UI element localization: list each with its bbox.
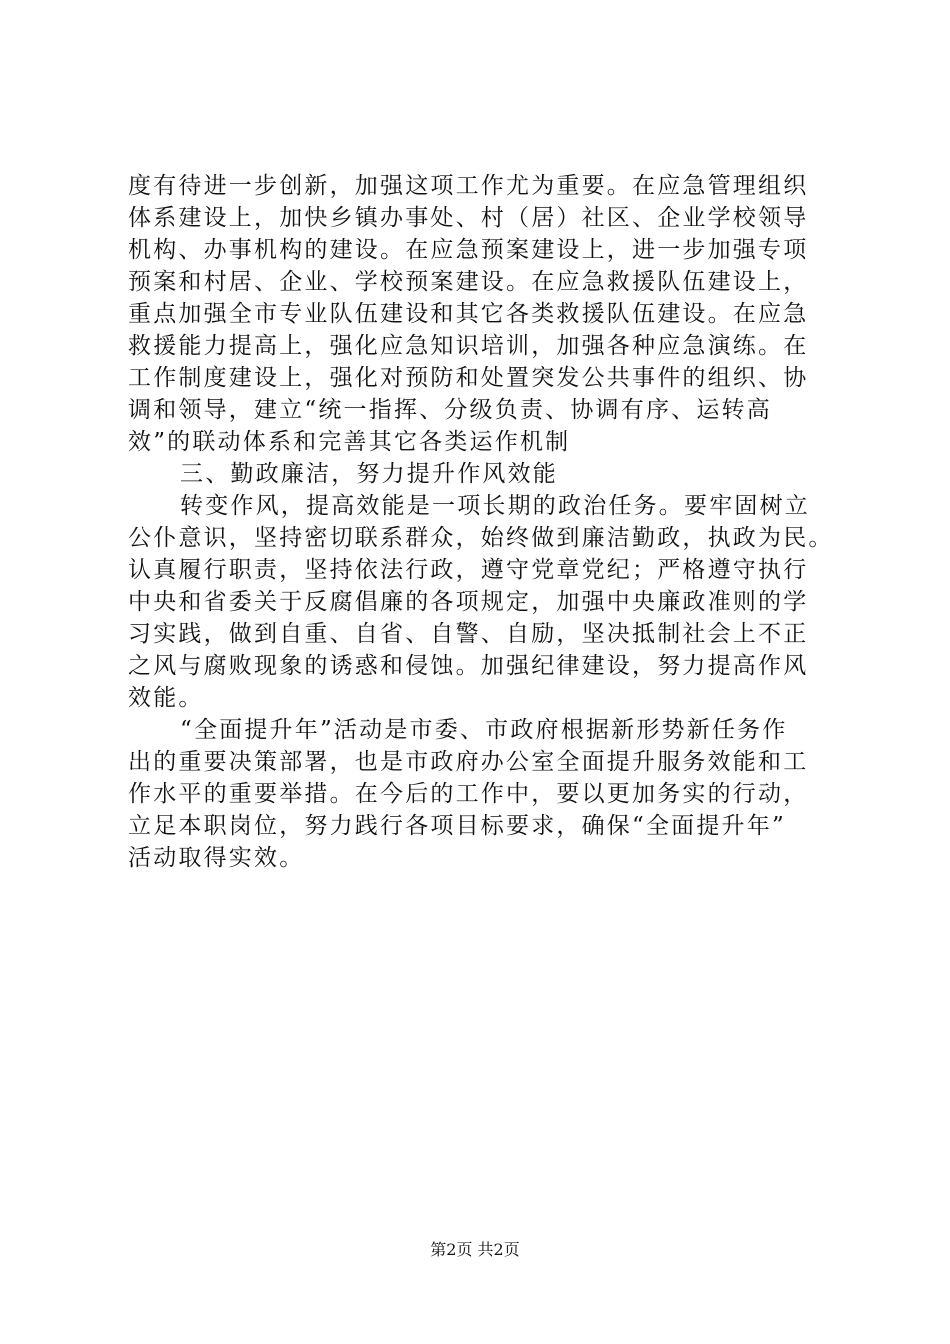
paragraph-line: 体系建设上，加快乡镇办事处、村（居）社区、企业学校领导 (128, 205, 809, 231)
paragraph-line: 效”的联动体系和完善其它各类运作机制 (128, 429, 571, 455)
paragraph-line: 作水平的重要举措。在今后的工作中，要以更加务实的行动， (128, 781, 809, 807)
paragraph-line: 调和领导，建立“统一指挥、分级负责、协调有序、运转高 (128, 397, 772, 423)
paragraph-line: 重点加强全市专业队伍建设和其它各类救援队伍建设。在应急 (128, 301, 809, 327)
paragraph-line: 之风与腐败现象的诱惑和侵蚀。加强纪律建设，努力提高作风 (128, 653, 809, 679)
paragraph-line: 出的重要决策部署，也是市政府办公室全面提升服务效能和工 (128, 749, 809, 775)
paragraph-line: 认真履行职责，坚持依法行政，遵守党章党纪；严格遵守执行 (128, 557, 809, 583)
paragraph-line: 转变作风，提高效能是一项长期的政治任务。要牢固树立 (180, 493, 810, 519)
paragraph-line: 效能。 (128, 685, 204, 711)
paragraph-line: 救援能力提高上，强化应急知识培训，加强各种应急演练。在 (128, 333, 809, 359)
paragraph-line: 工作制度建设上，强化对预防和处置突发公共事件的组织、协 (128, 365, 809, 391)
paragraph-line: 度有待进一步创新，加强这项工作尤为重要。在应急管理组织 (128, 173, 809, 199)
document-body (128, 170, 848, 874)
paragraph-line: 中央和省委关于反腐倡廉的各项规定，加强中央廉政准则的学 (128, 589, 809, 615)
paragraph-line: 立足本职岗位，努力践行各项目标要求，确保“全面提升年” (128, 813, 786, 839)
paragraph-line: 习实践，做到自重、自省、自警、自励，坚决抵制社会上不正 (128, 621, 809, 647)
paragraph-line: 公仆意识，坚持密切联系群众，始终做到廉洁勤政，执政为民。 (128, 525, 834, 551)
page-number-footer: 第2页 共2页 (430, 1240, 520, 1259)
paragraph-line: 预案和村居、企业、学校预案建设。在应急救援队伍建设上， (128, 269, 809, 295)
paragraph-line: “全面提升年”活动是市委、市政府根据新形势新任务作 (180, 717, 788, 743)
section-heading: 三、勤政廉洁，努力提升作风效能 (180, 461, 558, 487)
paragraph-line: 机构、办事机构的建设。在应急预案建设上，进一步加强专项 (128, 237, 809, 263)
paragraph-line: 活动取得实效。 (128, 845, 305, 871)
